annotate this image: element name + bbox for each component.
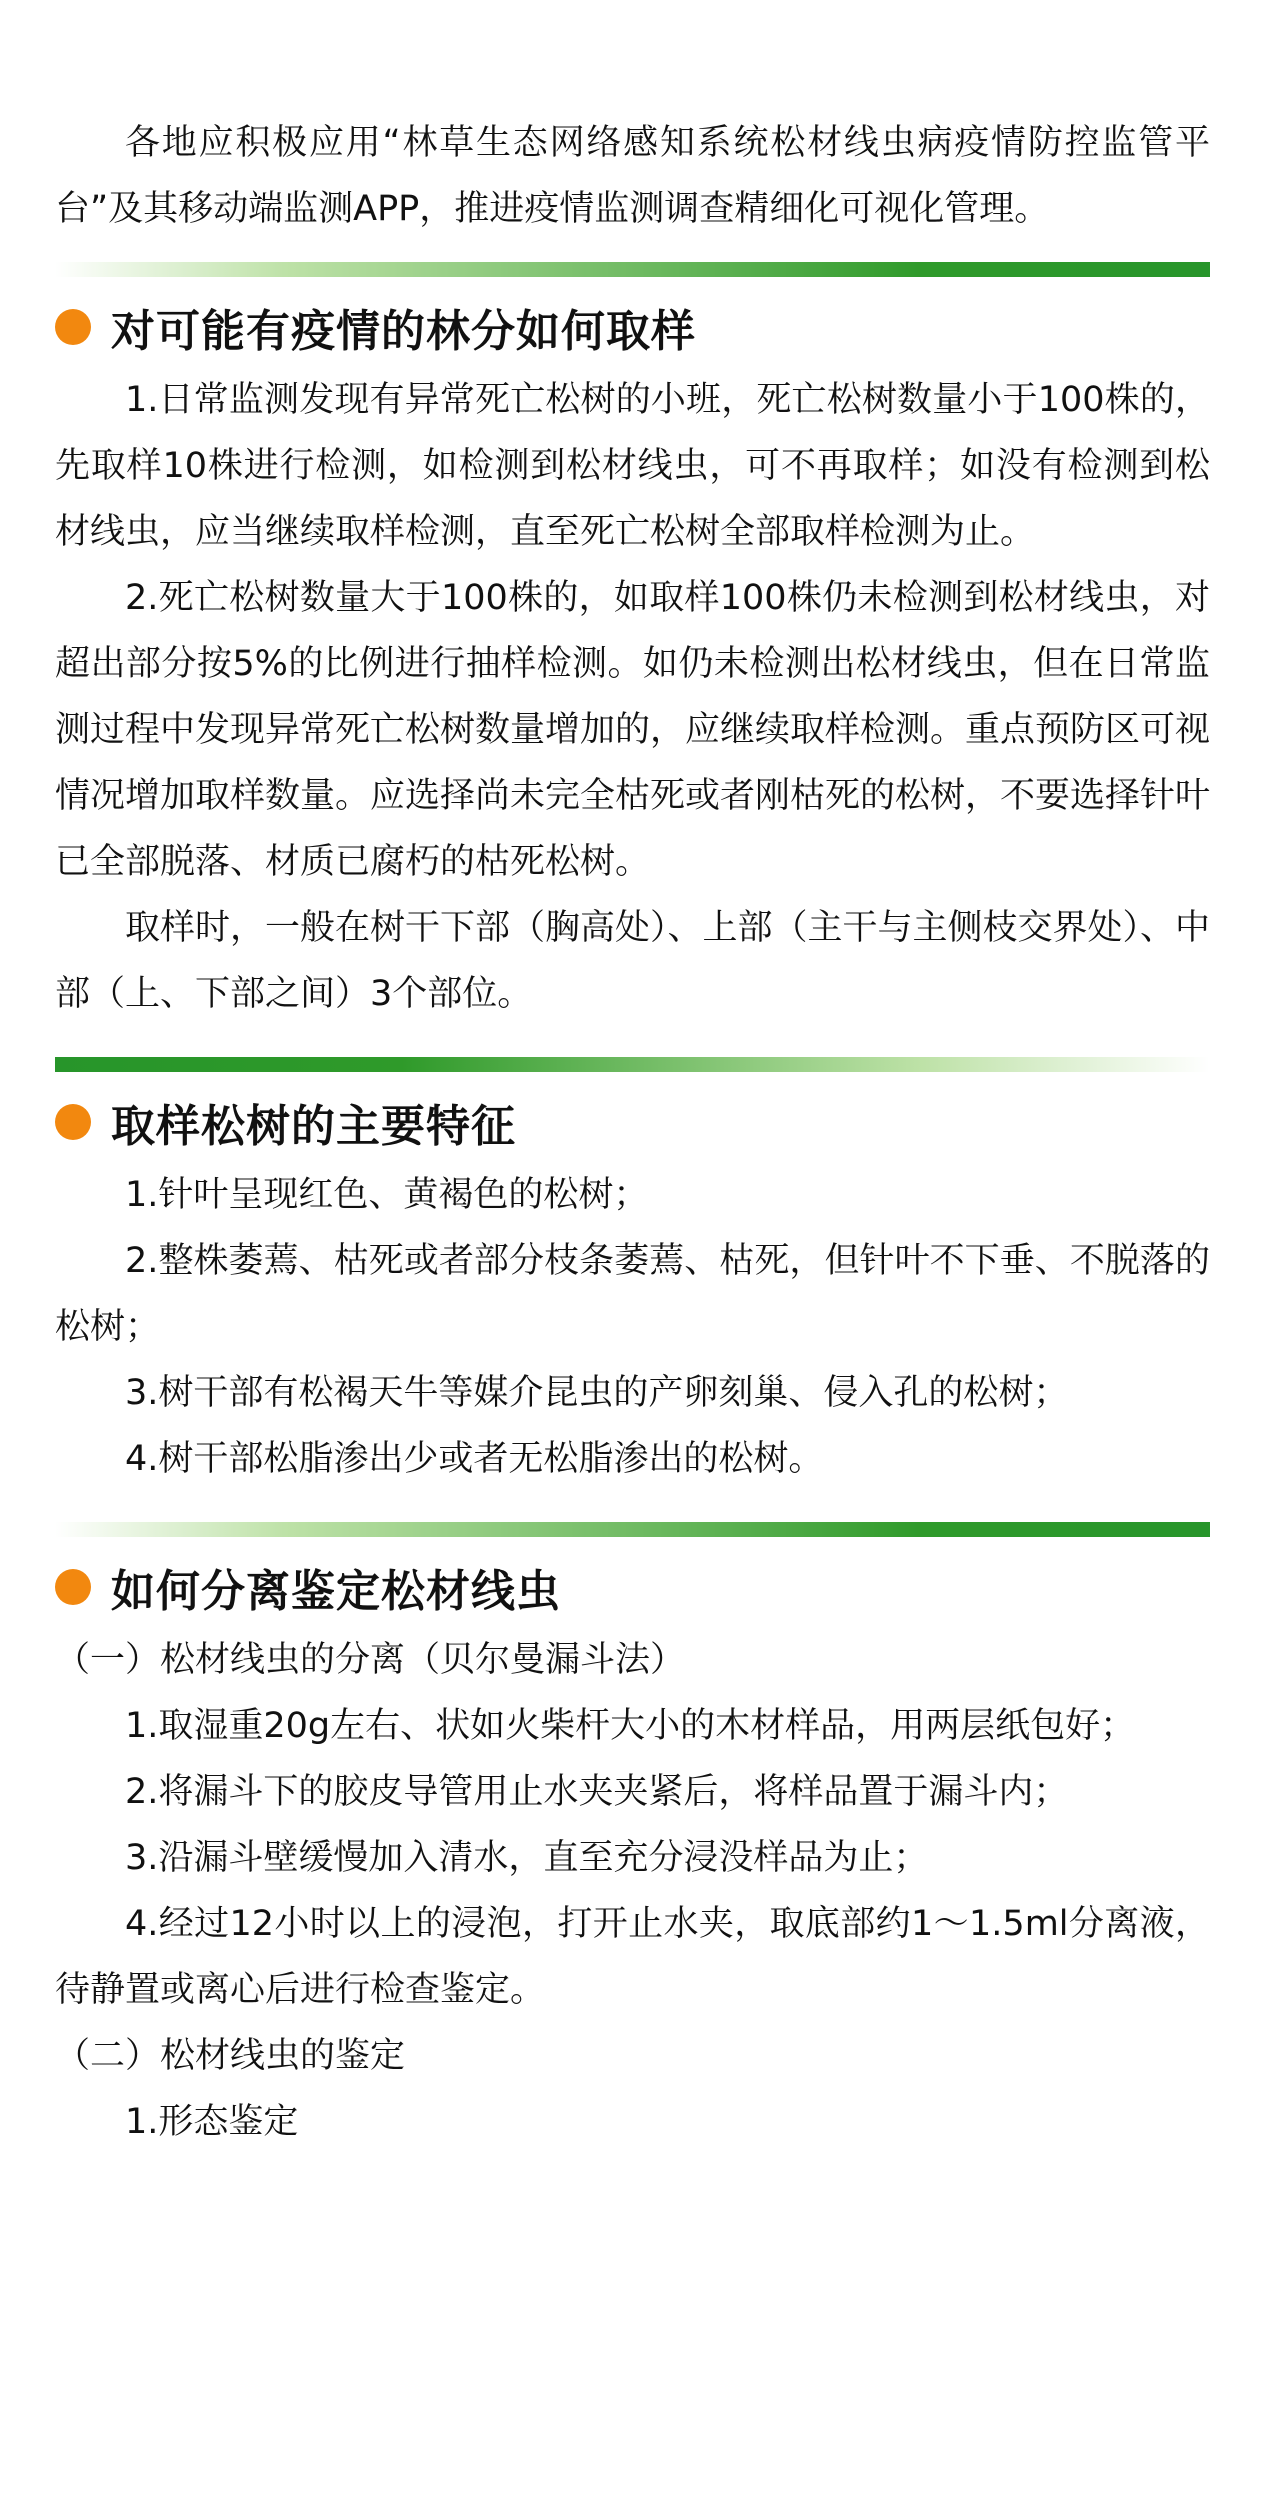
section-divider [55, 1522, 1210, 1537]
subsection-title: （二）松材线虫的鉴定 [55, 2036, 406, 2076]
section-divider [55, 1057, 1210, 1072]
step-item: 4.经过12小时以上的浸泡，打开止水夹，取底部约1～1.5ml分离液，待静置或离心后进行检查鉴定。 [55, 1904, 1210, 2010]
section-title: 取样松树的主要特征 [111, 1101, 516, 1152]
orange-bullet-icon [55, 1104, 91, 1140]
feature-item: 1.针叶呈现红色、黄褐色的松树； [125, 1175, 649, 1215]
sampling-paragraph-1: 1.日常监测发现有异常死亡松树的小班，死亡松树数量小于100株的，先取样10株进行检测，如检测到松材线虫，可不再取样；如没有检测到松材线虫，应当继续取样检测，直至死亡松树全部取样检测为止。 [55, 380, 1210, 552]
section-divider [55, 262, 1210, 277]
section-heading-identification [55, 1547, 1210, 1627]
intro-paragraph: 各地应积极应用“林草生态网络感知系统松材线虫病疫情防控监管平台”及其移动端监测APP，推进疫情监测调查精细化可视化管理。 [55, 123, 1210, 229]
feature-item: 4.树干部松脂渗出少或者无松脂渗出的松树。 [125, 1439, 824, 1479]
feature-item: 3.树干部有松褐天牛等媒介昆虫的产卵刻巢、侵入孔的松树； [125, 1373, 1069, 1413]
step-item: 1.形态鉴定 [125, 2102, 299, 2142]
orange-bullet-icon [55, 1569, 91, 1605]
article-content [55, 110, 1210, 2155]
subsection-title: （一）松材线虫的分离（贝尔曼漏斗法） [55, 1640, 686, 1680]
section-title: 对可能有疫情的林分如何取样 [111, 306, 696, 357]
orange-bullet-icon [55, 309, 91, 345]
step-item: 2.将漏斗下的胶皮导管用止水夹夹紧后，将样品置于漏斗内； [125, 1772, 1069, 1812]
step-item: 3.沿漏斗壁缓慢加入清水，直至充分浸没样品为止； [125, 1838, 929, 1878]
sampling-paragraph-3: 取样时，一般在树干下部（胸高处）、上部（主干与主侧枝交界处）、中部（上、下部之间）3个部位。 [55, 908, 1211, 1014]
feature-item: 2.整株萎蔫、枯死或者部分枝条萎蔫、枯死，但针叶不下垂、不脱落的松树； [55, 1241, 1210, 1347]
step-item: 1.取湿重20g左右、状如火柴杆大小的木材样品，用两层纸包好； [125, 1706, 1136, 1746]
section-heading-features [55, 1082, 1210, 1162]
sampling-paragraph-2: 2.死亡松树数量大于100株的，如取样100株仍未检测到松材线虫，对超出部分按5%的比例进行抽样检测。如仍未检测出松材线虫，但在日常监测过程中发现异常死亡松树数量增加的，应继续取样检测。重点预防区可视情况增加取样数量。应选择尚未完全枯死或者刚枯死的松树，不要选择针叶已全部脱落、材质已腐朽的枯死松树。 [55, 578, 1211, 882]
section-heading-sampling [55, 287, 1210, 367]
section-title: 如何分离鉴定松材线虫 [111, 1566, 561, 1617]
